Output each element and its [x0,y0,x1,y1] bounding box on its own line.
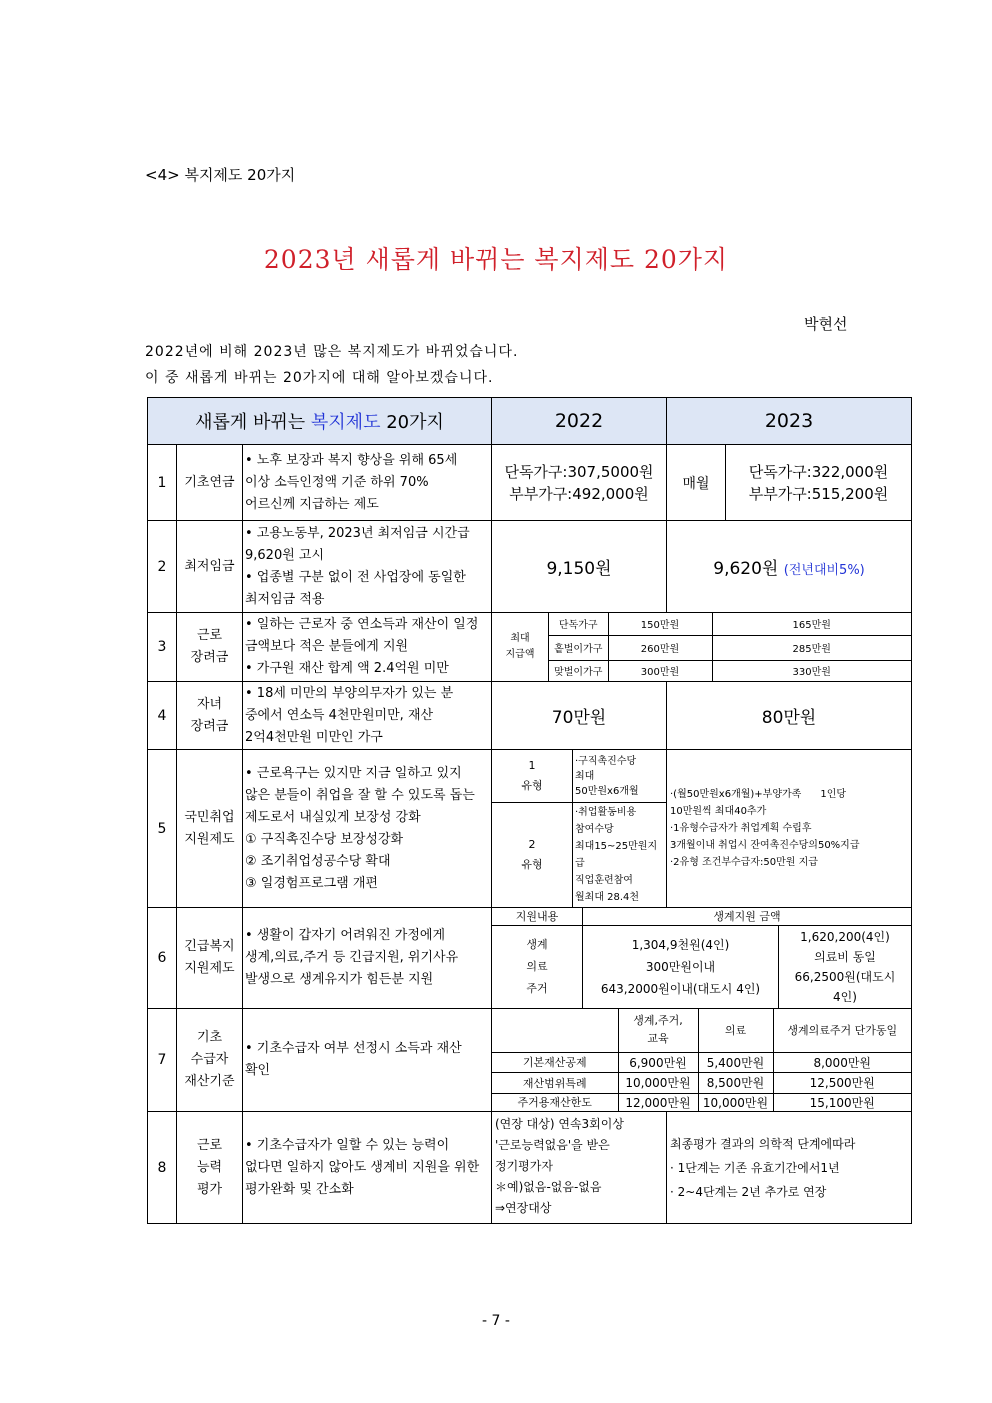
row-description: • 기초수급자 여부 선정시 소득과 재산 확인 [243,1009,492,1112]
table-header-row [148,398,912,445]
row-description: • 18세 미만의 부양의무자가 있는 분 중에서 연소득 4천만원미만, 재산 2억4천만원 미만인 가구 [243,682,492,750]
page-number: - 7 - [482,1313,510,1329]
row-description: • 기초수급자가 일할 수 있는 능력이 없다면 일하지 않아도 생계비 지원을 위한 평가완화 및 간소화 [243,1112,492,1224]
row-description: • 생활이 갑자기 어려워진 가정에게 생계,의료,주거 등 긴급지원, 위기사유 발생으로 생계유지가 힘든분 지원 [243,908,492,1009]
section-heading: <4> 복지제도 20가지 [145,166,296,184]
row-number: 5 [148,750,177,908]
row-category: 최저임금 [177,521,243,613]
type-2-label: 2 유형 [492,803,573,907]
row-category: 기초 수급자 재산기준 [177,1009,243,1112]
table-row [148,613,912,682]
table-row [148,908,912,1009]
row-number: 7 [148,1009,177,1112]
author: 박현선 [804,315,848,333]
value-2023: ·(월50만원x6개월)+부양가족 1인당 10만원씩 최대40추가 ·1유형수급자가 취업계획 수립후 3개월이내 취업시 잔여촉진수당의50%지급 ·2유형 조건부수급자:50만원 지급 [667,750,912,908]
row-number: 2 [148,521,177,613]
table-row [148,521,912,613]
value-2023: 9,620원 (전년대비5%) [667,521,912,613]
row-category: 국민취업 지원제도 [177,750,243,908]
value-2023: 최종평가 결과의 의학적 단계에따라 · 1단계는 기존 유효기간에서1년 · 2~4단계는 2년 추가로 연장 [667,1112,912,1224]
type-1-label: 1 유형 [492,750,573,802]
header-title: 새롭게 바뀌는 복지제도 20가지 [148,398,492,445]
table-row [148,1009,912,1112]
header-title-highlight: 복지제도 [310,412,381,433]
table-row: 단독가구 150만원 165만원 [549,613,911,635]
document-title: 2023년 새롭게 바뀌는 복지제도 20가지 [263,245,729,274]
welfare-table [147,397,912,1224]
value-2022 [492,750,667,908]
eitc-amounts [492,613,912,682]
value-2022: (연장 대상) 연속3회이상 '근로능력없음'을 받은 정기평가자 ＊예)없음-없음-없음 ⇒연장대상 [492,1112,667,1224]
row-description: • 근로욕구는 있지만 지금 일하고 있지 않은 분들이 취업을 잘 할 수 있도록 돕는 제도로서 내실있게 보장성 강화 ① 구직촉진수당 보장성강화 ② 조기취업성공수당 확대 ③ 일경험프로그램 개편 [243,750,492,908]
row-description: • 노후 보장과 복지 향상을 위해 65세 이상 소득인정액 기준 하위 70% 어르신께 지급하는 제도 [243,445,492,521]
table-row [148,1112,912,1224]
monthly-label: 매월 [667,445,726,520]
row-description: • 일하는 근로자 중 연소득과 재산이 일정 금액보다 적은 분들에게 지원 • 가구원 재산 합계 액 2.4억원 미만 [243,613,492,682]
value-2022: 단독가구:307,5000원 부부가구:492,000원 [492,445,667,521]
row-number: 4 [148,682,177,750]
header-2023: 2023 [667,398,912,445]
table-row [148,750,912,908]
header-2022: 2022 [492,398,667,445]
value-2022: 9,150원 [492,521,667,613]
value-2023: 1,620,200(4인) 의료비 동일 66,2500원(대도시 4인) [794,930,896,1004]
intro-line-2: 이 중 새롭게 바뀌는 20가지에 대해 알아보겠습니다. [145,370,494,386]
row-number: 6 [148,908,177,1009]
value-2023: 매월 단독가구:322,000원 부부가구:515,200원 [667,445,912,521]
table-row [148,445,912,521]
table-row: 맞벌이가구 300만원 330만원 [549,660,911,681]
row-description: • 고용노동부, 2023년 최저임금 시간급 9,620원 고시 • 업종별 구분 없이 전 사업장에 동일한 최저임금 적용 [243,521,492,613]
row-category: 근로 장려금 [177,613,243,682]
table-row: 기본재산공제 6,900만원 5,400만원 8,000만원 [492,1052,911,1073]
intro-line-1: 2022년에 비해 2023년 많은 복지제도가 바뀌었습니다. [145,344,519,360]
type-1-detail: ·구직촉진수당 최대 50만원x6개월 [575,755,639,797]
row-category: 기초연금 [177,445,243,521]
table-row [148,682,912,750]
row-number: 1 [148,445,177,521]
value-2022: 70만원 [492,682,667,750]
table-row: 생계,주거, 교육 의료 생계의료주거 단가동일 [492,1009,911,1052]
table-row: 주거용재산한도 12,000만원 10,000만원 15,100만원 [492,1093,911,1111]
row-number: 8 [148,1112,177,1224]
max-amount-label: 최대 지급액 [492,613,549,681]
value-2022: 1,304,9천원(4인) 300만원이내 643,2000원이내(대도시 4인) [583,926,779,1008]
table-row: 홑벌이가구 260만원 285만원 [549,635,911,660]
type-2-detail: ·취업활동비용 참여수당 최대15~25만원지 급 직업훈련참여 월최대 28.4천 [575,807,658,903]
emergency-support-amounts: 지원내용 생계지원 금액 생계 의료 주거 1,304,9천원(4인) 300만원이내 643,2000원이내(대도시 4인) 1,620,200(4인) 의료비 동일 66,2500원(대도시 4인) [492,908,912,1009]
row-category: 근로 능력 평가 [177,1112,243,1224]
value-2023: 80만원 [667,682,912,750]
row-category: 자녀 장려금 [177,682,243,750]
change-note: (전년대비5%) [783,563,865,578]
row-category: 긴급복지 지원제도 [177,908,243,1009]
row-number: 3 [148,613,177,682]
property-criteria [492,1009,912,1112]
table-row: 재산범위특례 10,000만원 8,500만원 12,500만원 [492,1073,911,1094]
